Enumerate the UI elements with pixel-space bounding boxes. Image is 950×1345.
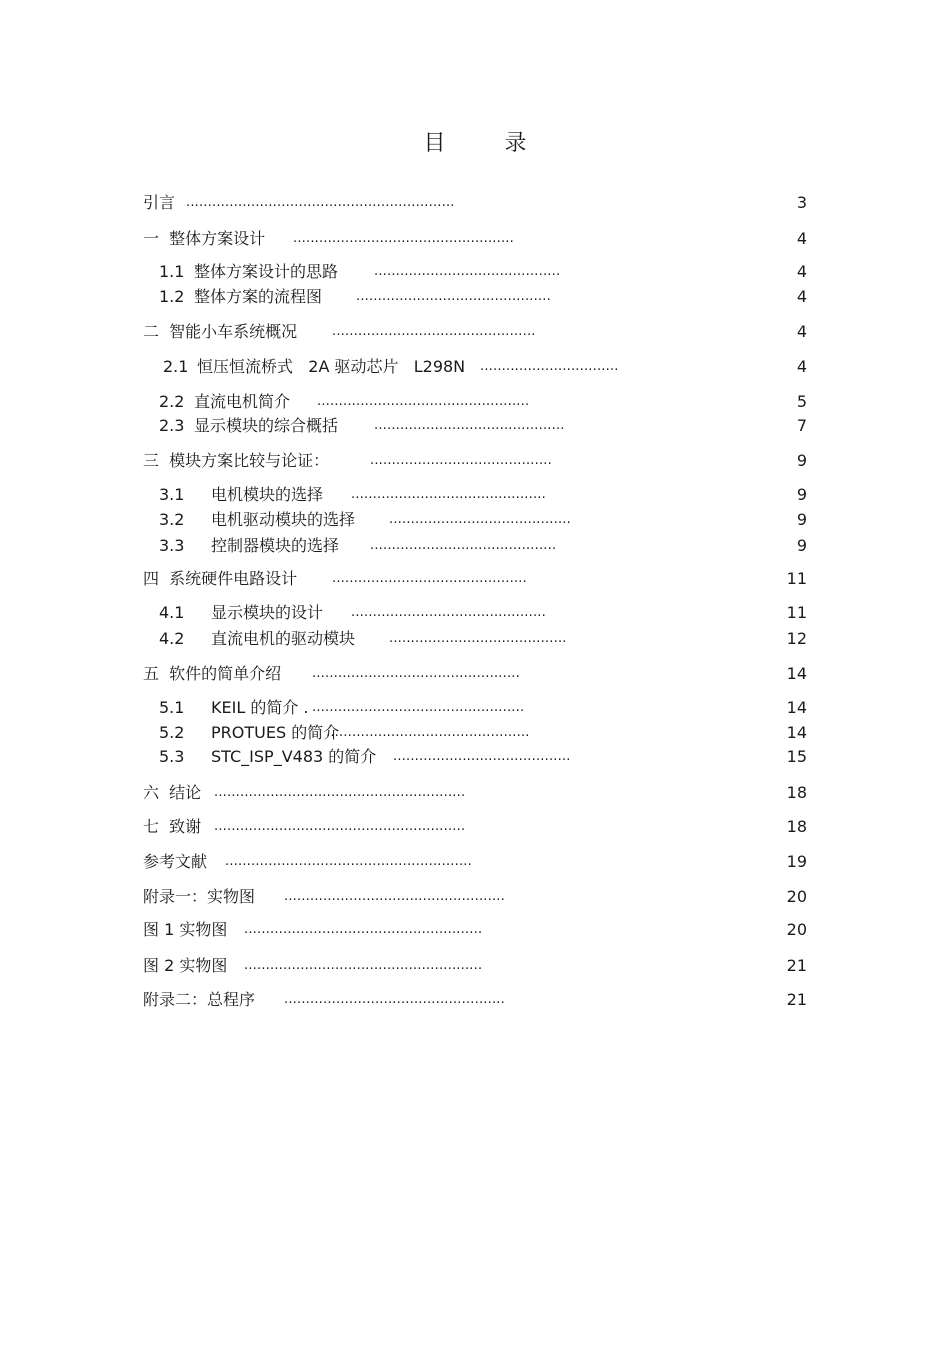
toc-entry-title: 参考文献 [143, 852, 208, 871]
toc-page-number: 11 [786, 603, 807, 622]
toc-entry-number: 5.2 [159, 723, 185, 742]
toc-leader-dots: ......................................... [389, 631, 567, 646]
toc-leader-dots: ................................................. [317, 394, 530, 409]
toc-page-number: 18 [786, 817, 807, 836]
toc-entry-title: 四 系统硬件电路设计 [143, 569, 298, 588]
toc-leader-dots: ......................................... [393, 749, 571, 764]
toc-leader-dots: ........................................... [374, 264, 561, 279]
toc-entry[interactable] [0, 988, 950, 1012]
toc-entry[interactable] [0, 745, 950, 769]
toc-entry-title: 附录一：实物图 [143, 887, 256, 906]
toc-entry[interactable] [0, 355, 950, 379]
toc-page-number: 4 [796, 322, 807, 341]
toc-leader-dots: .......................................... [389, 512, 571, 527]
toc-page-number: 12 [786, 629, 807, 648]
toc-entry[interactable] [0, 696, 950, 720]
toc-entry-number: 3.3 [159, 536, 185, 555]
toc-page-number: 7 [796, 416, 807, 435]
toc-entry[interactable] [0, 850, 950, 874]
toc-entry-number: 5.1 [159, 698, 185, 717]
toc-entry-number: 1.2 [159, 287, 185, 306]
toc-entry-title: 显示模块的设计 [211, 603, 324, 622]
toc-entry-title: 附录二：总程序 [143, 990, 256, 1009]
toc-entry-title: 二 智能小车系统概况 [143, 322, 298, 341]
toc-entry-number: 3.1 [159, 485, 185, 504]
toc-entry[interactable] [0, 390, 950, 414]
toc-page-number: 3 [796, 193, 807, 212]
toc-page-number: 9 [796, 510, 807, 529]
toc-entry[interactable] [0, 508, 950, 532]
toc-entry[interactable] [0, 567, 950, 591]
toc-entry-number: 4.1 [159, 603, 185, 622]
toc-page-number: 14 [786, 698, 807, 717]
toc-page-number: 21 [786, 990, 807, 1009]
toc-leader-dots: ................................................. [312, 700, 525, 715]
toc-leader-dots: ................................ [480, 359, 619, 374]
toc-leader-dots: ....................................................... [244, 922, 483, 937]
toc-page-number: 14 [786, 664, 807, 683]
toc-entry-title: 整体方案的流程图 [194, 287, 323, 306]
toc-leader-dots: ............................................. [351, 605, 546, 620]
toc-entry[interactable] [0, 815, 950, 839]
toc-entry-number: 5.3 [159, 747, 185, 766]
toc-page-number: 9 [796, 451, 807, 470]
toc-page-number: 4 [796, 287, 807, 306]
toc-entry[interactable] [0, 320, 950, 344]
toc-entry-title: 图 1 实物图 [143, 920, 228, 939]
toc-entry-title: PROTUES 的简介 [211, 723, 340, 742]
toc-entry[interactable] [0, 627, 950, 651]
toc-entry-title: 五 软件的简单介绍 [143, 664, 282, 683]
toc-title: 目 录 [423, 131, 553, 156]
toc-entry-title: 整体方案设计的思路 [194, 262, 339, 281]
toc-entry-number: 4.2 [159, 629, 185, 648]
toc-entry-number: 3.2 [159, 510, 185, 529]
toc-entry-title: KEIL 的简介 . [211, 698, 309, 717]
toc-entry[interactable] [0, 534, 950, 558]
toc-leader-dots: ............................................... [326, 725, 530, 740]
toc-entry[interactable] [0, 285, 950, 309]
toc-entry-number: 2.2 [159, 392, 185, 411]
toc-entry-number: 2.1 [163, 357, 189, 376]
toc-entry[interactable] [0, 191, 950, 215]
toc-entry-title: 七 致谢 [143, 817, 202, 836]
toc-entry-title: 图 2 实物图 [143, 956, 228, 975]
toc-page-number: 20 [786, 887, 807, 906]
toc-entry-number: 2.3 [159, 416, 185, 435]
toc-page-number: 5 [796, 392, 807, 411]
toc-page-number: 20 [786, 920, 807, 939]
toc-page-number: 19 [786, 852, 807, 871]
toc-leader-dots: .............................................................. [186, 195, 455, 210]
toc-page-number: 15 [786, 747, 807, 766]
toc-leader-dots: ............................................. [332, 571, 527, 586]
toc-entry[interactable] [0, 662, 950, 686]
toc-leader-dots: .......................................... [370, 453, 552, 468]
toc-page-number: 4 [796, 229, 807, 248]
toc-entry-title: 直流电机简介 [194, 392, 291, 411]
toc-entry[interactable] [0, 601, 950, 625]
toc-entry[interactable] [0, 721, 950, 745]
toc-entry[interactable] [0, 954, 950, 978]
toc-entry[interactable] [0, 260, 950, 284]
toc-entry-title: 显示模块的综合概括 [194, 416, 339, 435]
toc-entry-number: 1.1 [159, 262, 185, 281]
toc-page-number: 18 [786, 783, 807, 802]
toc-page-number: 4 [796, 262, 807, 281]
toc-entry[interactable] [0, 781, 950, 805]
toc-entry-title: 三 模块方案比较与论证： [143, 451, 330, 470]
toc-entry-title: 六 结论 [143, 783, 202, 802]
toc-entry-title: 引言 [143, 193, 176, 212]
toc-leader-dots: ................................................... [284, 889, 505, 904]
toc-entry[interactable] [0, 483, 950, 507]
toc-entry-title: 直流电机的驱动模块 [211, 629, 356, 648]
toc-leader-dots: ................................................... [284, 992, 505, 1007]
toc-entry[interactable] [0, 414, 950, 438]
toc-entry-title: 电机模块的选择 [211, 485, 324, 504]
toc-leader-dots: ............................................... [332, 324, 536, 339]
toc-leader-dots: ................................................ [312, 666, 520, 681]
toc-page-number: 11 [786, 569, 807, 588]
toc-leader-dots: ......................................................... [225, 854, 472, 869]
toc-entry-title: STC_ISP_V483 的简介 [211, 747, 377, 766]
toc-leader-dots: .......................................................... [214, 819, 466, 834]
toc-page-number: 4 [796, 357, 807, 376]
toc-entry-title: 电机驱动模块的选择 [211, 510, 356, 529]
toc-entry-title: 一 整体方案设计 [143, 229, 266, 248]
toc-entry[interactable] [0, 227, 950, 251]
toc-leader-dots: ............................................. [356, 289, 551, 304]
toc-page-number: 14 [786, 723, 807, 742]
toc-leader-dots: .......................................................... [214, 785, 466, 800]
toc-page-number: 21 [786, 956, 807, 975]
toc-page-number: 9 [796, 536, 807, 555]
toc-leader-dots: ............................................. [351, 487, 546, 502]
toc-leader-dots: ....................................................... [244, 958, 483, 973]
toc-leader-dots: ................................................... [293, 231, 514, 246]
toc-entry[interactable] [0, 885, 950, 909]
toc-leader-dots: ............................................ [374, 418, 565, 433]
toc-entry-title: 恒压恒流桥式 2A 驱动芯片 L298N [197, 357, 466, 376]
toc-entry-title: 控制器模块的选择 [211, 536, 340, 555]
toc-leader-dots: ........................................... [370, 538, 557, 553]
toc-entry[interactable] [0, 449, 950, 473]
toc-page-number: 9 [796, 485, 807, 504]
toc-entry[interactable] [0, 918, 950, 942]
